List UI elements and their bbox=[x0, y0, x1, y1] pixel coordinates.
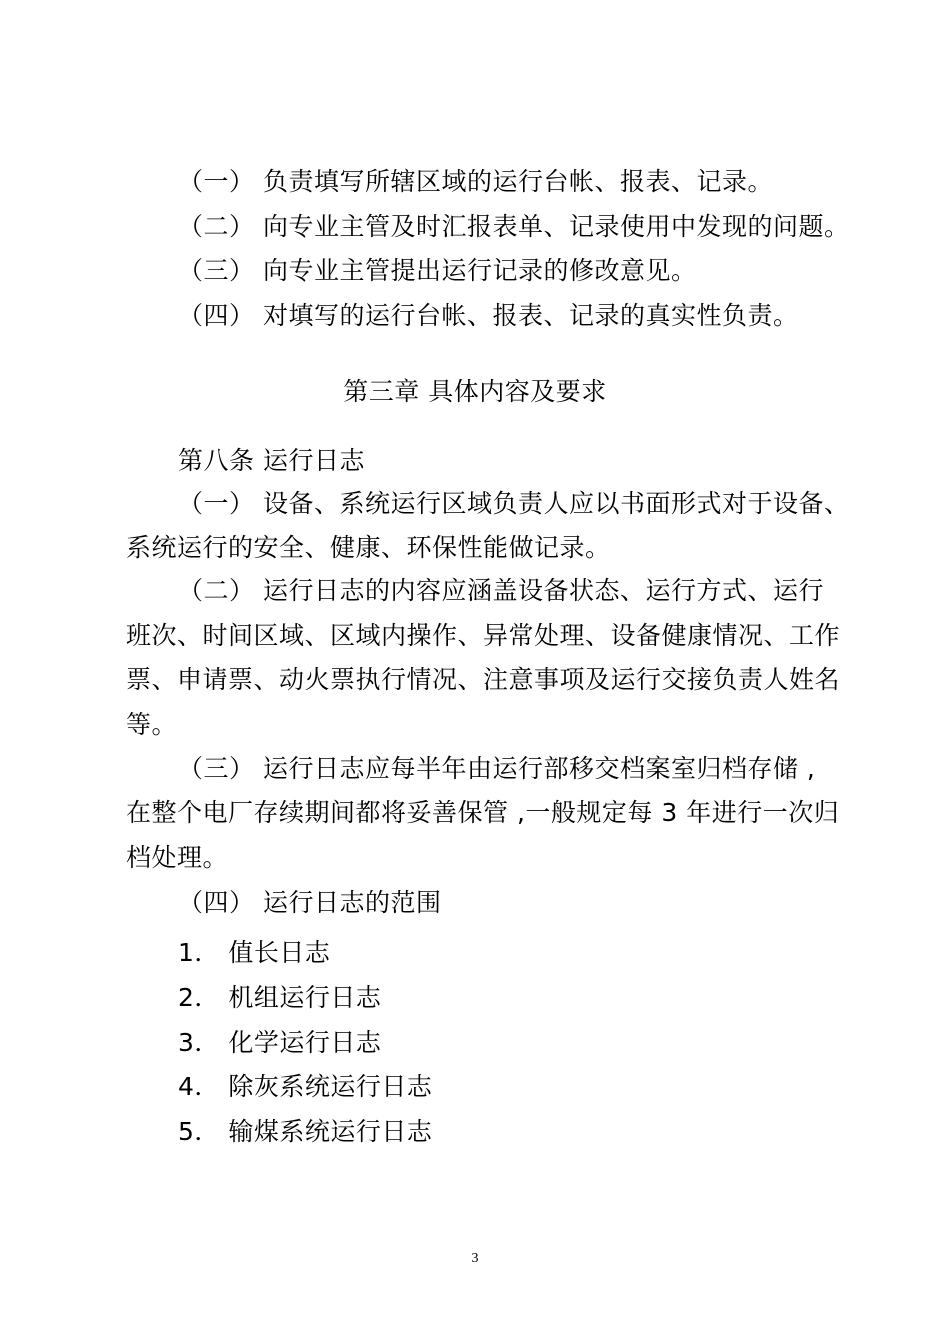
duty-item-1: （一） 负责填写所辖区域的运行台帐、报表、记录。 bbox=[178, 167, 773, 196]
article-title: 第八条 运行日志 bbox=[178, 446, 365, 475]
duty-item-3: （三） 向专业主管提出运行记录的修改意见。 bbox=[178, 256, 697, 285]
item2-line-2: 班次、时间区域、区域内操作、异常处理、设备健康情况、工作 bbox=[126, 621, 841, 650]
item2-line-4: 等。 bbox=[126, 710, 178, 739]
item2-line-3: 票、申请票、动火票执行情况、注意事项及运行交接负责人姓名 bbox=[126, 665, 841, 694]
item2-line-1: （二） 运行日志的内容应涵盖设备状态、运行方式、运行 bbox=[178, 576, 824, 605]
item3-line-3: 档处理。 bbox=[126, 843, 229, 872]
page-number: 3 bbox=[471, 1251, 479, 1266]
item3-line-1: （三） 运行日志应每半年由运行部移交档案室归档存储 , bbox=[178, 754, 816, 783]
item1-line-2: 系统运行的安全、健康、环保性能做记录。 bbox=[126, 533, 611, 562]
duty-item-2: （二） 向专业主管及时汇报表单、记录使用中发现的问题。 bbox=[178, 212, 850, 241]
item1-line-1: （一） 设备、系统运行区域负责人应以书面形式对于设备、 bbox=[178, 489, 850, 518]
log-type-5: 5． 输煤系统运行日志 bbox=[178, 1117, 433, 1146]
item4-heading: （四） 运行日志的范围 bbox=[178, 888, 442, 917]
log-type-1: 1． 值长日志 bbox=[178, 938, 331, 967]
log-type-3: 3． 化学运行日志 bbox=[178, 1028, 382, 1057]
chapter-title: 第三章 具体内容及要求 bbox=[343, 377, 607, 406]
duty-item-4: （四） 对填写的运行台帐、报表、记录的真实性负责。 bbox=[178, 301, 799, 330]
log-type-2: 2． 机组运行日志 bbox=[178, 983, 382, 1012]
item3-line-2: 在整个电厂存续期间都将妥善保管 ,一般规定每 3 年进行一次归 bbox=[126, 798, 840, 827]
log-type-4: 4． 除灰系统运行日志 bbox=[178, 1072, 433, 1101]
